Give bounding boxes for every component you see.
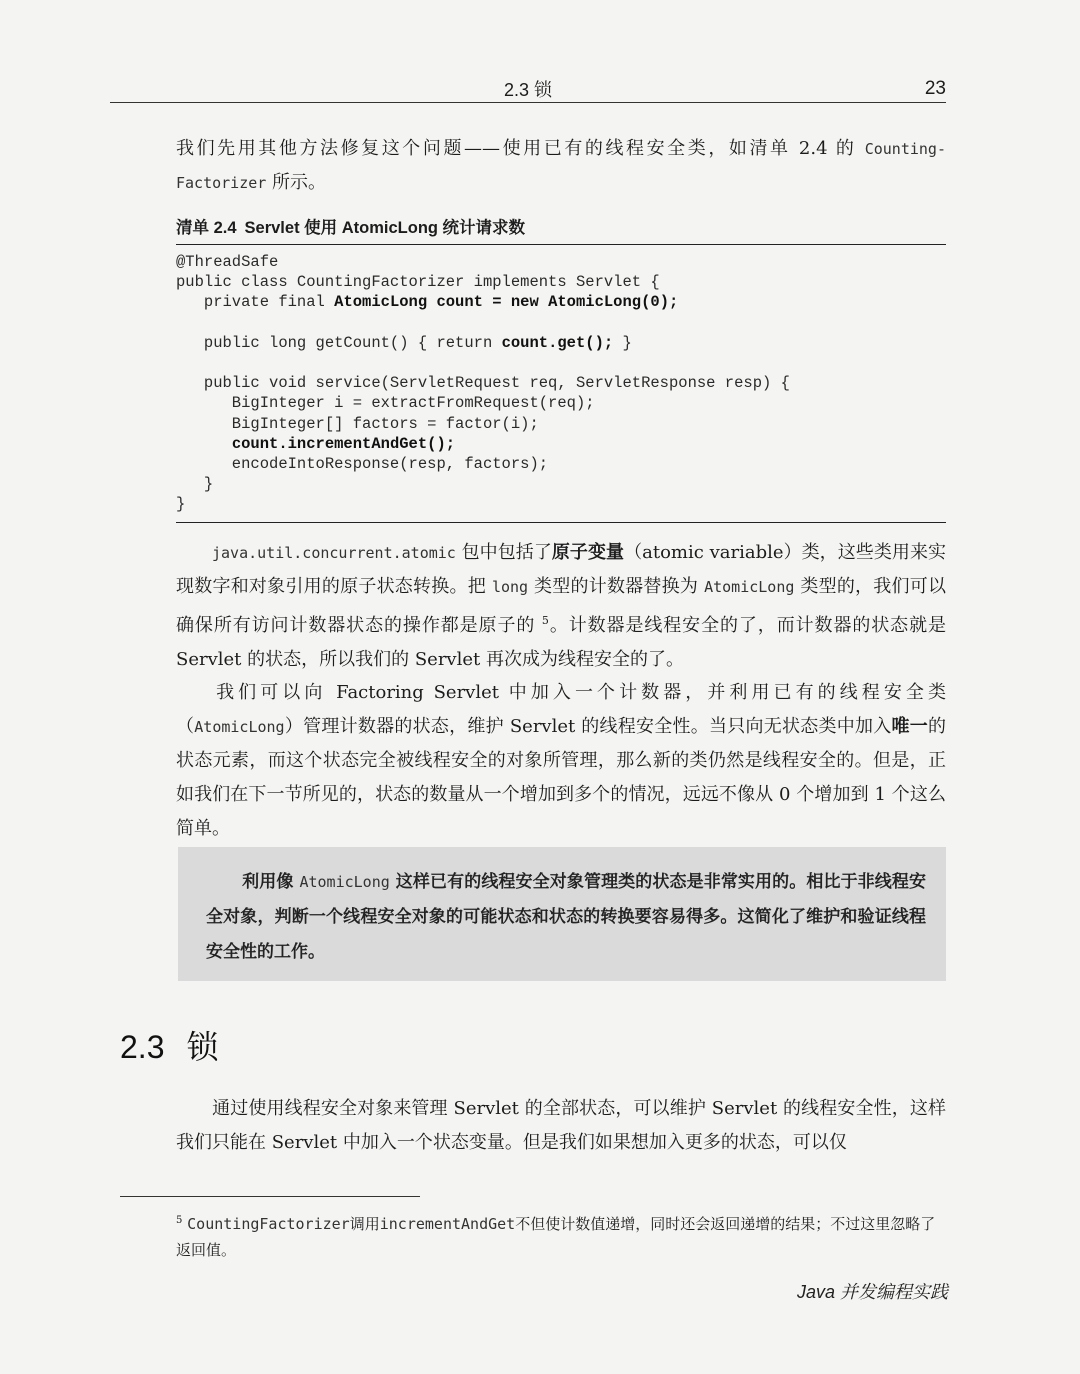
listing-title: Servlet 使用 AtomicLong 统计请求数 [244, 219, 526, 237]
code-text: public long getCount() { return [176, 333, 502, 352]
code-line [176, 292, 946, 312]
callout-text-1: 利用像 [242, 872, 300, 892]
code-text: private final [176, 293, 335, 312]
p2-text-1: 我们可以向 Factoring Servlet 中加入一个计数器，并利用已有的线程安全类（ [176, 682, 946, 737]
p1-text-1: 包中包括了 [455, 542, 552, 563]
listing-bottom-rule [176, 522, 946, 523]
header-section-title: 2.3 锁 [503, 80, 553, 100]
p1-text-4: 类型的，我们可以确保所有访问计数器状态的操作都是原子的 [176, 576, 946, 636]
code-line [176, 333, 946, 353]
code-line [176, 393, 946, 413]
p1-text-5: 。计数器是线程安全的了，而计数器的状态就是 Servlet 的状态，所以我们的 Servlet 再次成为线程安全的了。 [176, 615, 946, 670]
code-text: } [176, 495, 186, 514]
book-title: Java 并发编程实践 [796, 1282, 948, 1302]
footnote [176, 1208, 946, 1263]
p1-code-atomiclong: AtomicLong [704, 578, 795, 596]
code-text [176, 435, 232, 453]
p1-code-package: java.util.concurrent.atomic [212, 544, 456, 562]
code-text: @ThreadSafe [176, 253, 279, 271]
intro-code: Counting-Factorizer [176, 140, 946, 192]
code-listing [176, 252, 946, 515]
code-line [176, 252, 946, 272]
section-number: 2.3 [120, 1029, 165, 1065]
code-tail: } [613, 333, 632, 352]
code-line [176, 454, 946, 474]
p2-text-3: 的状态元素，而这个状态完全被线程安全的对象所管理，那么新的类仍然是线程安全的。但是，正如我们在下一节所见的，状态的数量从一个增加到多个的情况，远远不像从 0 个增加到 1 个这么简单。 [176, 716, 947, 839]
code-bold: count.incrementAndGet(); [231, 434, 456, 453]
intro-text: 我们先用其他方法修复这个问题——使用已有的线程安全类，如清单 2.4 的 [176, 138, 865, 159]
p1-text-3: 类型的计数器替换为 [528, 576, 705, 597]
code-line [176, 313, 946, 333]
code-line [176, 474, 946, 494]
p1-bold-term: 原子变量 [551, 542, 625, 563]
code-text: BigInteger i = extractFromRequest(req); [176, 394, 595, 413]
running-header [110, 72, 946, 103]
callout-text [206, 865, 926, 970]
p1-text-2: （atomic variable）类，这些类用来实现数字和对象引用的原子状态转换。把 [176, 542, 946, 597]
callout-text-2: 这样已有的线程安全对象管理类的状态是非常实用的。相比于非线程安全对象，判断一个线程安全对象的可能状态和状态的转换要容易得多。这简化了维护和验证线程安全性的工作。 [206, 872, 926, 962]
code-line [176, 494, 946, 514]
intro-paragraph [176, 132, 946, 200]
callout-code: AtomicLong [299, 873, 390, 891]
footnote-rule [120, 1196, 420, 1197]
code-text: public void service(ServletRequest req, ServletResponse resp) { [176, 374, 790, 393]
p2-code: AtomicLong [194, 718, 285, 736]
section-heading [120, 1022, 219, 1068]
code-line [176, 373, 946, 393]
p3-text: 通过使用线程安全对象来管理 Servlet 的全部状态，可以维护 Servlet 的线程安全性，这样我们只能在 Servlet 中加入一个状态变量。但是我们如果想加入更多的状态，可以仅 [176, 1098, 946, 1153]
footnote-code-1: CountingFactorizer [187, 1215, 350, 1233]
p2-text-2: ）管理计数器的状态，维护 Servlet 的线程安全性。当只向无状态类中加入 [284, 716, 892, 737]
footnote-text-1: 调用 [349, 1215, 380, 1233]
code-line [176, 414, 946, 434]
paragraph-locks-intro [176, 1092, 946, 1160]
code-text: public class CountingFactorizer implements Servlet { [176, 273, 660, 292]
footnote-marker: 5 [176, 1215, 183, 1226]
code-line [176, 272, 946, 292]
paragraph-factoring-servlet [176, 676, 946, 846]
paragraph-atomic-variables [176, 536, 946, 677]
footnote-ref: 5 [541, 614, 549, 627]
footnote-text-2: 不但使计数值递增，同时还会返回递增的结果；不过这里忽略了返回值。 [176, 1215, 936, 1259]
page-number: 23 [924, 78, 946, 99]
p2-bold: 唯一 [891, 716, 929, 737]
code-bold: AtomicLong count = new AtomicLong(0); [334, 293, 679, 312]
intro-suffix: 所示。 [266, 172, 327, 193]
footnote-code-2: incrementAndGet [379, 1215, 516, 1233]
section-title: 锁 [186, 1029, 219, 1065]
code-text: } [176, 475, 214, 494]
code-text: encodeIntoResponse(resp, factors); [176, 455, 549, 474]
p1-code-long: long [491, 578, 529, 596]
code-line [176, 353, 946, 373]
code-text: BigInteger[] factors = factor(i); [176, 414, 539, 433]
code-bold: count.get(); [501, 333, 614, 352]
listing-caption [176, 214, 946, 245]
tip-callout [178, 847, 946, 981]
listing-label: 清单 2.4 [176, 219, 237, 237]
code-line [176, 434, 946, 454]
